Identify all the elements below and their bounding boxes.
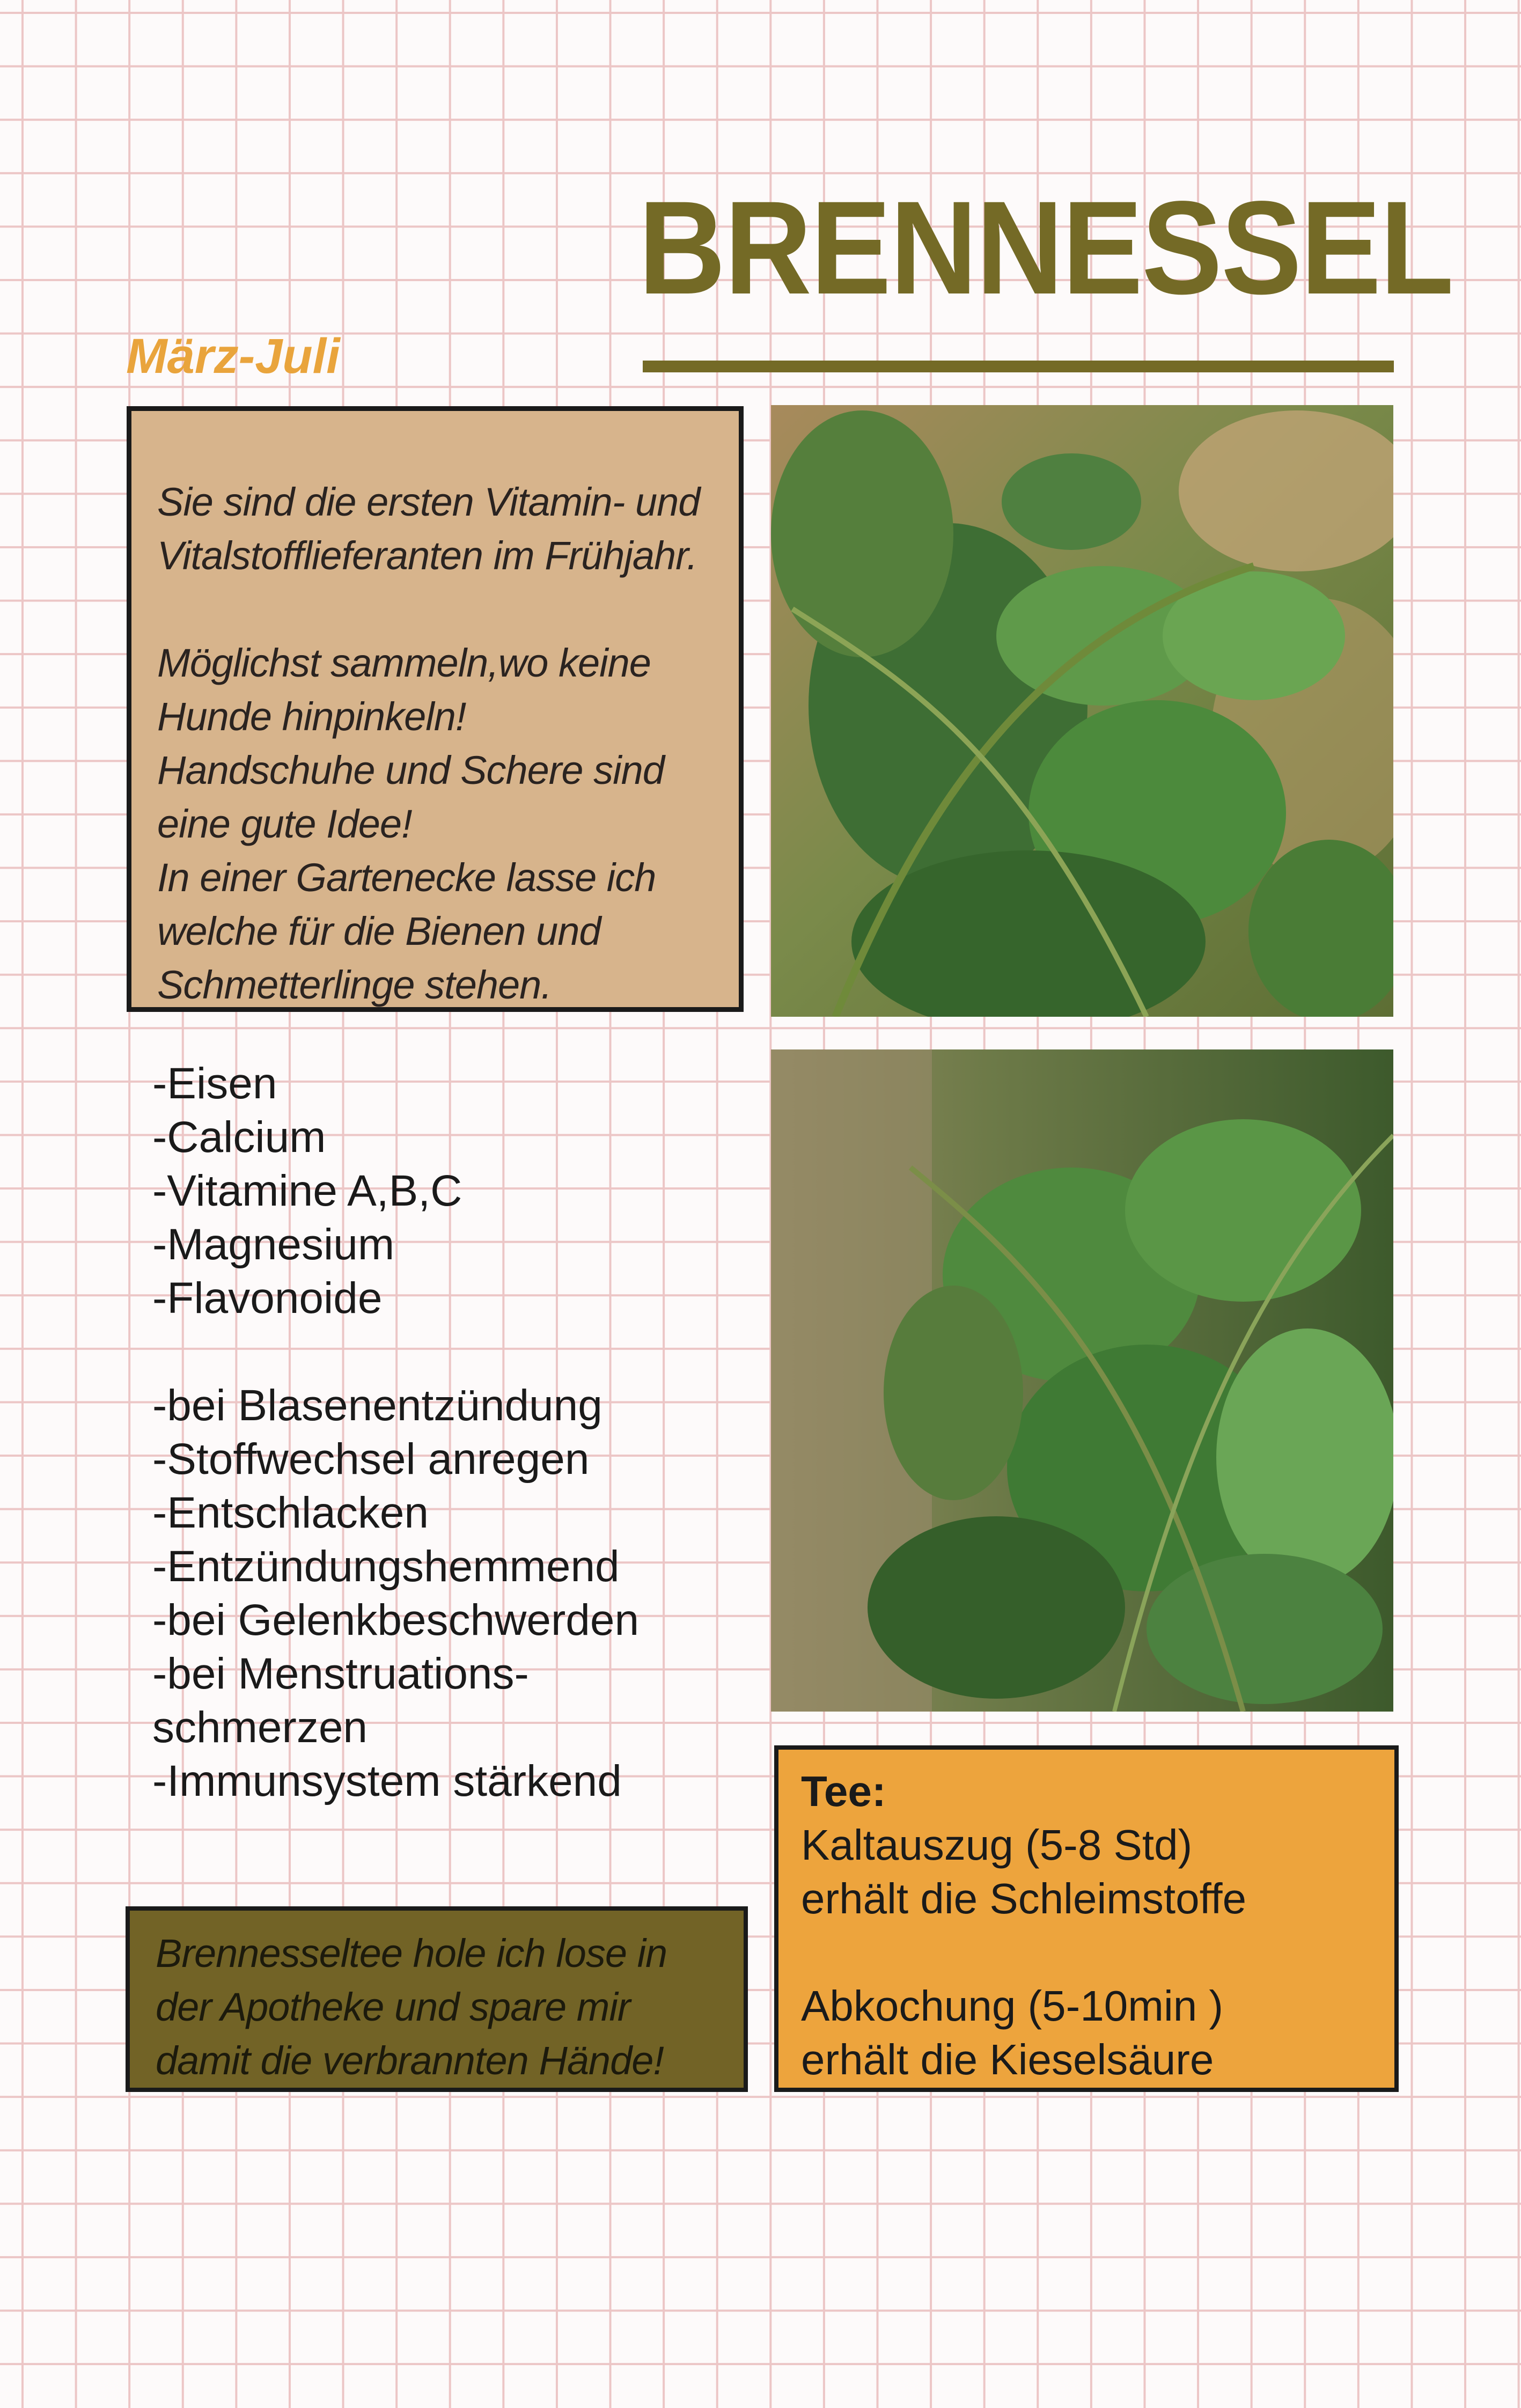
list-item: -Stoffwechsel anregen [152,1435,590,1484]
title-underline [643,361,1394,372]
list-item: -Entschlacken [152,1488,429,1537]
list-item: -Entzündungshemmend [152,1542,620,1591]
list-item: -Vitamine A,B,C [152,1166,462,1215]
nettle-photo-top [771,405,1393,1017]
list-item: -bei Menstruations- [152,1649,529,1698]
intro-paragraph-2: Möglichst sammeln,wo keine Hunde hinpinkeln! Handschuhe und Schere sind eine gute Idee! In einer Gartenecke lasse ich welche für die Bienen und Schmetterlinge stehen. [157,641,664,1007]
tea-cold-method: Kaltauszug (5-8 Std) [801,1821,1193,1869]
tea-cold-effect: erhält die Schleimstoffe [801,1875,1247,1922]
list-item: -bei Gelenkbeschwerden [152,1596,640,1645]
list-item: -Magnesium [152,1220,395,1269]
season-label: März-Juli [126,329,340,384]
page-title: BRENNESSEL [638,173,1453,322]
intro-box [127,406,744,1012]
tea-spacer [801,1926,1378,1979]
list-item: -Eisen [152,1059,277,1108]
list-item: -Flavonoide [152,1274,383,1323]
intro-paragraph-1: Sie sind die ersten Vitamin- und Vitalstofflieferanten im Frühjahr. [157,480,700,578]
tip-text: Brennesseltee hole ich lose in der Apotheke und spare mir damit die verbrannten Hände! [156,1931,667,2083]
effects-list [152,1379,639,1808]
list-item: -Immunsystem stärkend [152,1757,622,1805]
tea-heading: Tee: [801,1767,886,1815]
nettle-photo-bottom [771,1049,1393,1712]
tip-box [126,1906,748,2092]
nutrient-list [152,1057,462,1325]
tea-boil-method: Abkochung (5-10min ) [801,1982,1224,2030]
list-item: -bei Blasenentzündung [152,1381,602,1430]
tea-box [774,1745,1399,2092]
tea-boil-effect: erhält die Kieselsäure [801,2036,1214,2083]
list-item: schmerzen [152,1703,368,1752]
list-item: -Calcium [152,1113,326,1162]
